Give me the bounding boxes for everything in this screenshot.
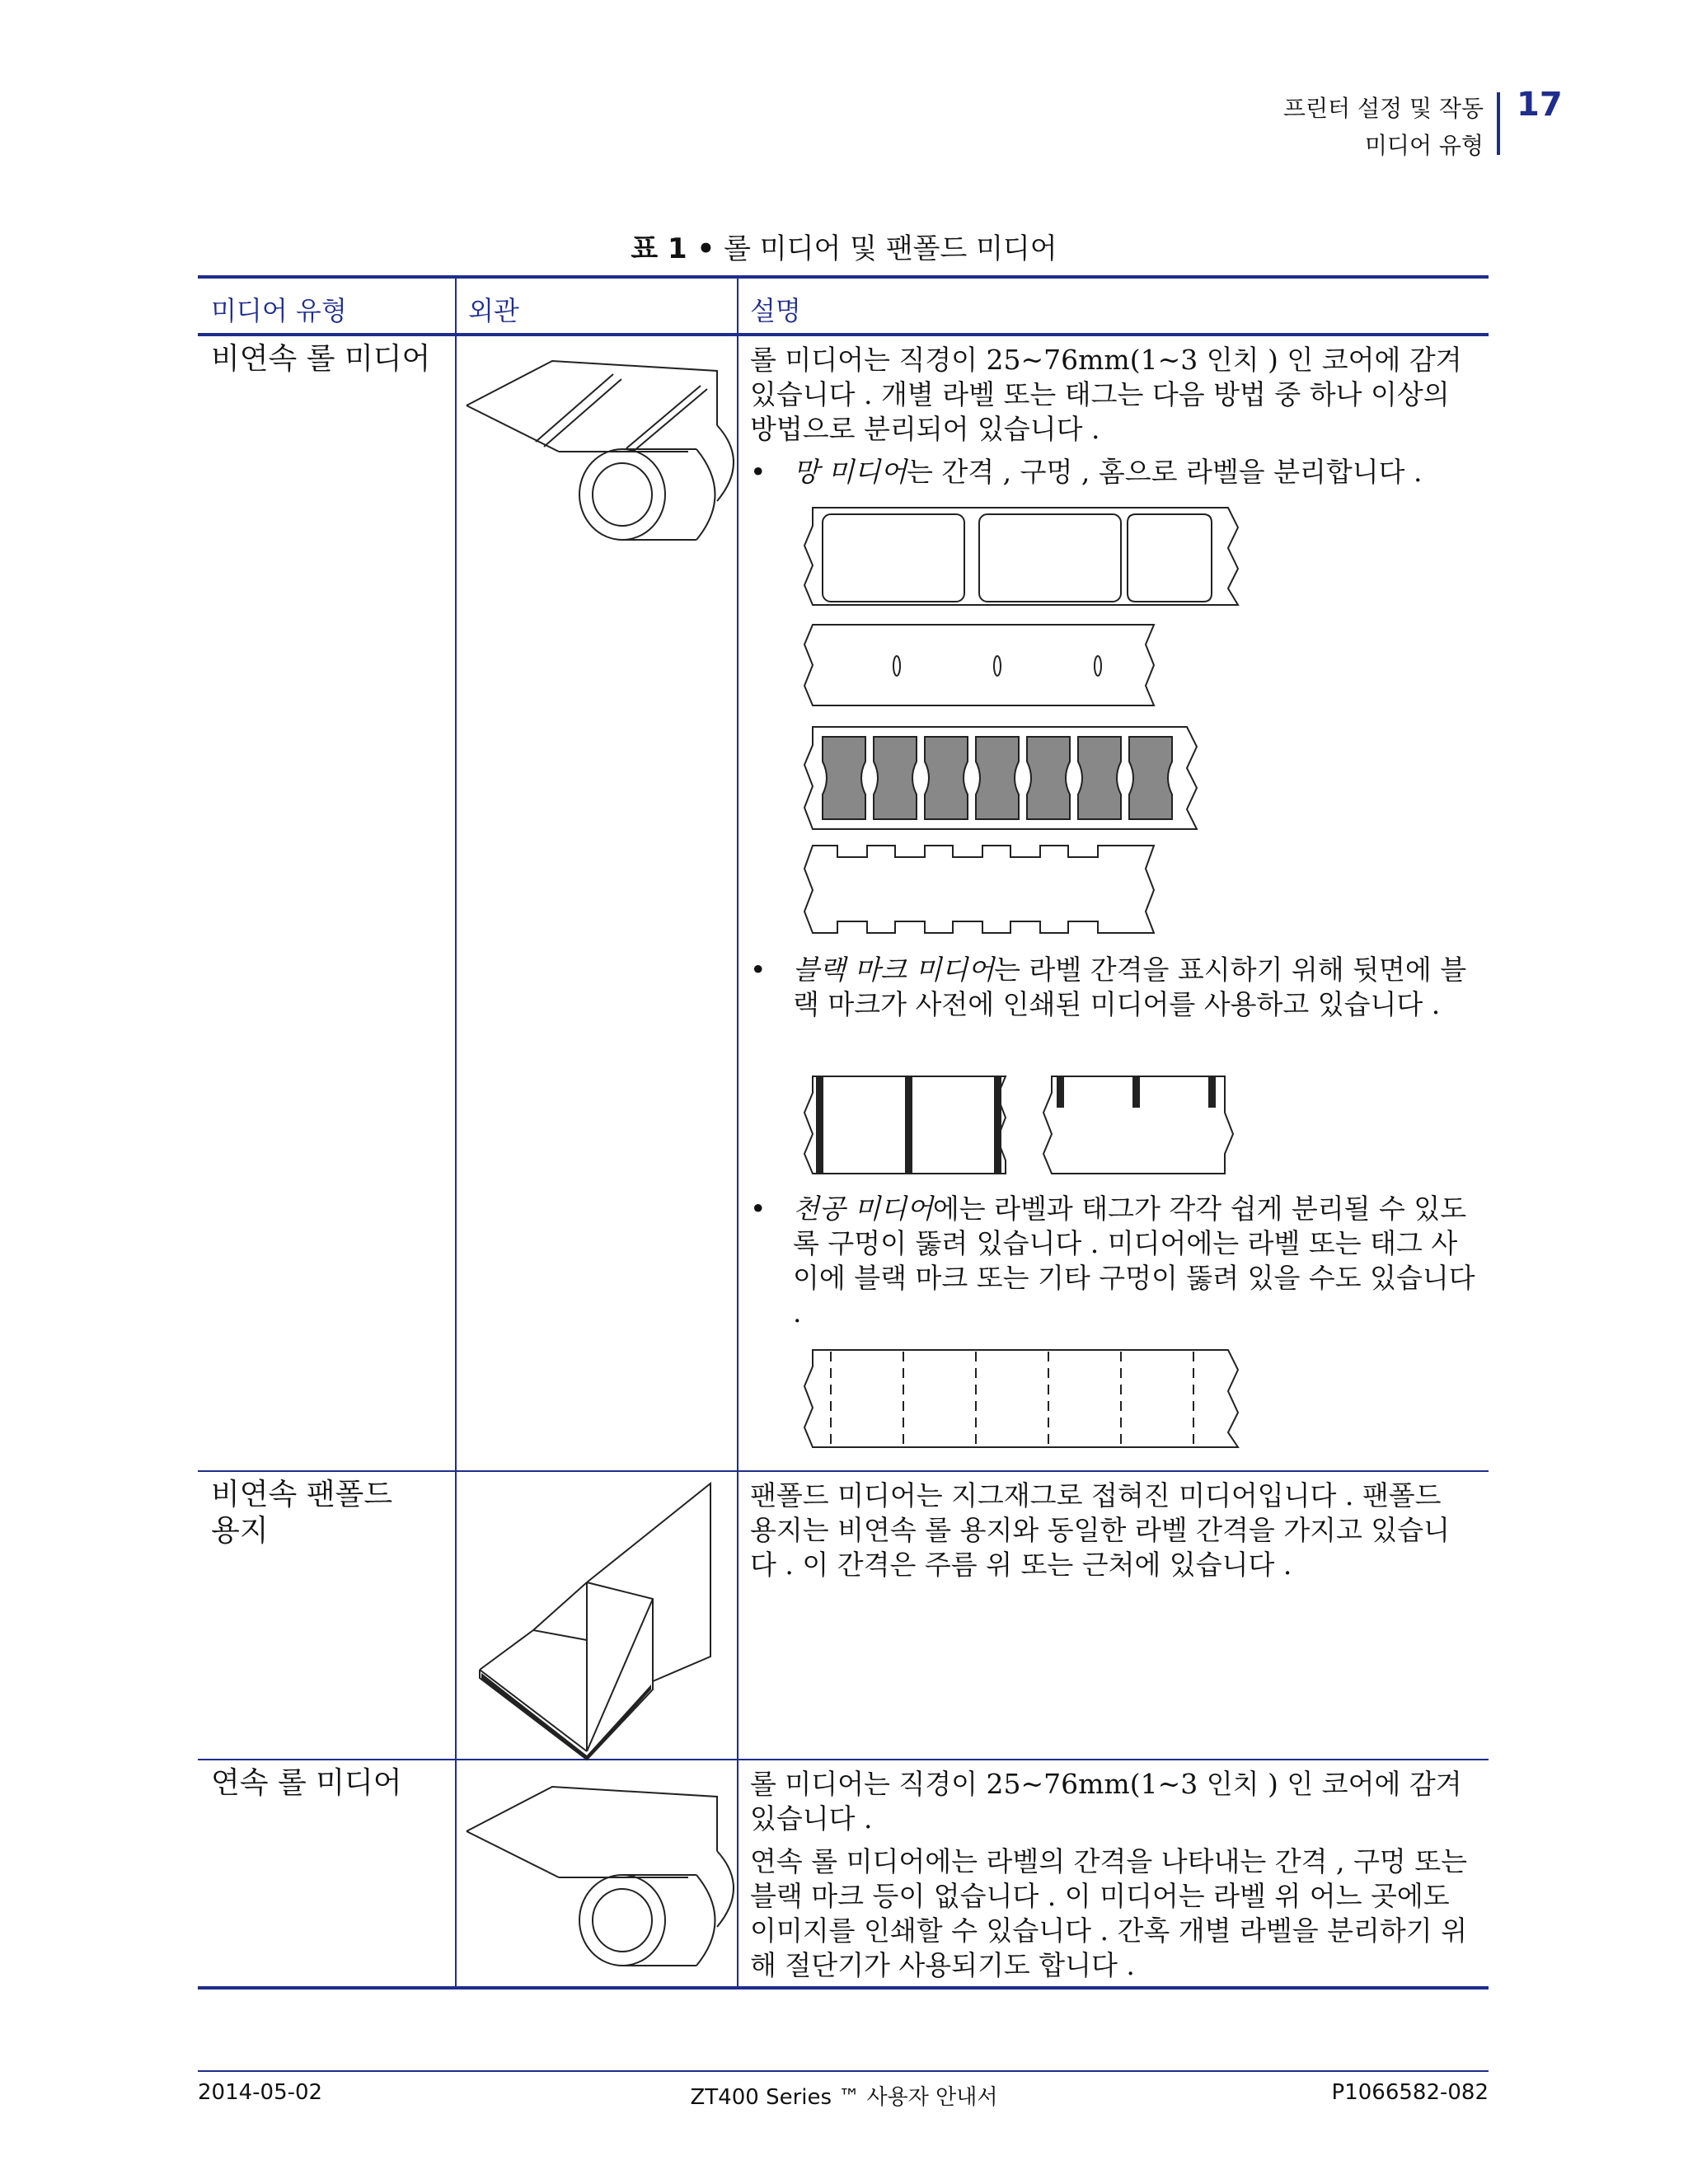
black-mark-strip-2 [1039, 1071, 1236, 1179]
column-header-appearance: 외관 [468, 295, 519, 326]
bullet-blackmark-media-text: 는 라벨 간격을 표시하기 위해 뒷면에 블랙 마크가 사전에 인쇄된 미디어를 사용하고 있습니다 . [793, 954, 1467, 1020]
header-subtitle: 미디어 유형 [1364, 132, 1484, 159]
footer-doc-title: ZT400 Series ™ 사용자 안내서 [690, 2085, 998, 2110]
bullet-gap-media-text: 는 간격 , 구멍 , 홈으로 라벨을 분리합니다 . [907, 456, 1423, 488]
column-divider-2 [737, 277, 738, 1988]
column-header-description: 설명 [750, 295, 801, 326]
black-mark-strip-1 [799, 1071, 1015, 1179]
fanfold-media-illustration [471, 1483, 719, 1755]
bullet-dot: • [750, 456, 767, 488]
bullet-dot: • [750, 954, 767, 986]
bullet-blackmark-media-term: 블랙 마크 미디어 [793, 954, 995, 986]
table-caption [0, 226, 1688, 266]
header-title: 프린터 설정 및 작동 [1282, 95, 1484, 122]
diecut-labels-strip [799, 722, 1212, 834]
row-divider-1 [198, 1470, 1489, 1472]
bullet-gap-media [793, 455, 1477, 490]
roll-media-labels-illustration [462, 346, 734, 544]
footer-date: 2014-05-02 [198, 2080, 323, 2105]
bullet-dot: • [750, 1193, 767, 1225]
column-divider-1 [455, 277, 457, 1988]
bullet-perforated-media [793, 1192, 1477, 1330]
perforated-media-strip [799, 1345, 1245, 1452]
header-divider [1497, 92, 1500, 155]
row3-description-1: 롤 미디어는 직경이 25~76mm(1~3 인치 ) 인 코어에 감겨 있습니다 . [750, 1768, 1462, 1835]
row-divider-2 [198, 1759, 1489, 1760]
row1-type: 비연속 롤 미디어 [211, 342, 431, 376]
row1-description: 롤 미디어는 직경이 25~76mm(1~3 인치 ) 인 코어에 감겨 있습니다 . 개별 라벨 또는 태그는 다음 방법 중 하나 이상의 방법으로 분리되어 있습니다 . [750, 344, 1462, 445]
hole-media-strip [799, 620, 1162, 710]
row3-type: 연속 롤 미디어 [211, 1766, 402, 1800]
row3-description-2: 연속 롤 미디어에는 라벨의 간격을 나타내는 간격 , 구멍 또는 블랙 마크 등이 없습니다 . 이 미디어는 라벨 위 어느 곳에도 이미지를 인쇄할 수 있습니다 . 간혹 개별 라벨을 분리하기 위해 절단기가 사용되기도 합니다 . [750, 1845, 1467, 1981]
page-number: 17 [1517, 86, 1563, 124]
bullet-blackmark-media [793, 953, 1477, 1022]
bullet-perforated-media-term: 천공 미디어 [793, 1193, 933, 1225]
table-caption-text: 롤 미디어 및 팬폴드 미디어 [724, 232, 1057, 265]
table-caption-label: 표 1 • [631, 232, 715, 265]
bullet-gap-media-term: 망 미디어 [793, 456, 907, 488]
footer-part-number: P1066582-082 [1331, 2080, 1489, 2105]
table-bottom-rule [198, 1986, 1489, 1990]
gap-labels-strip [799, 503, 1245, 610]
bullet-perforated-media-text: 에는 라벨과 태그가 각각 쉽게 분리될 수 있도록 구멍이 뚫려 있습니다 . 미디어에는 라벨 또는 태그 사이에 블랙 마크 또는 기타 구멍이 뚫려 있을 수도 있습니다 . [793, 1193, 1475, 1329]
notched-media-strip [799, 841, 1162, 938]
continuous-roll-illustration [462, 1772, 734, 1970]
column-header-type: 미디어 유형 [211, 295, 347, 326]
table-top-rule [198, 275, 1489, 279]
row2-type: 비연속 팬폴드 용지 [211, 1478, 393, 1548]
row2-description: 팬폴드 미디어는 지그재그로 접혀진 미디어입니다 . 팬폴드 용지는 비연속 롤 용지와 동일한 라벨 간격을 가지고 있습니다 . 이 간격은 주름 위 또는 근처에 있습니다 . [750, 1479, 1450, 1581]
footer-rule [198, 2070, 1489, 2072]
table-header-rule [198, 333, 1489, 336]
